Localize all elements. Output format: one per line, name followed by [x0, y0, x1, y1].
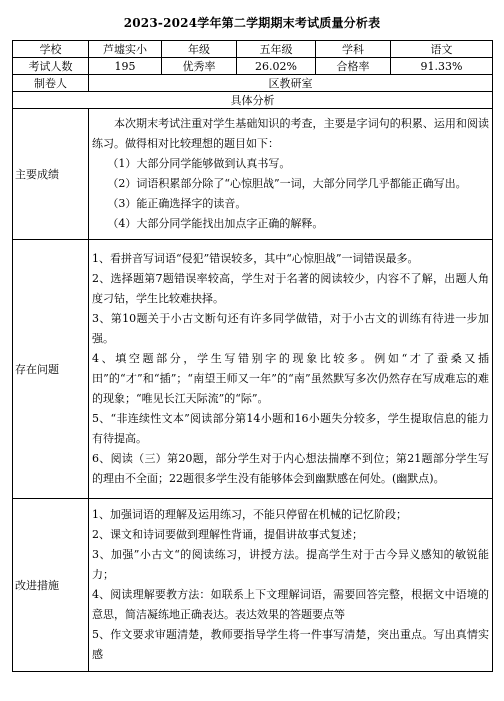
improvements-row: [13, 499, 493, 672]
subject-label: 学科: [316, 41, 391, 58]
school-value: 芦墟实小: [89, 41, 162, 58]
pass-value: 91.33%: [391, 58, 493, 75]
page-title: 2023-2024学年第二学期期末考试质量分析表: [123, 16, 381, 30]
achievements-content: [89, 109, 493, 240]
improvement-item: 4、阅读理解要教方法：如联系上下文理解词语，需要回答完整，根据文中语境的意思，简洁凝练地正确表达。表达效果的答题要点等: [92, 587, 489, 621]
improvements-label: 改进措施: [13, 499, 89, 672]
excellent-label: 优秀率: [162, 58, 237, 75]
improvement-item: 2、课文和诗词要做到理解性背诵，提倡讲故事式复述；: [92, 527, 363, 541]
grade-value: 五年级: [237, 41, 316, 58]
achievements-row: [13, 109, 493, 240]
improvement-item: 1、加强词语的理解及运用练习，不能只停留在机械的记忆阶段；: [92, 507, 407, 521]
analysis-table: [12, 40, 493, 672]
improvement-item: 3、加强”小古文“的阅读练习，讲授方法。提高学生对于古今异义感知的敏锐能力；: [92, 547, 489, 581]
author-value: 区教研室: [89, 75, 493, 92]
problem-item: 2、选择题第7题错误率较高，学生对于名著的阅读较少，内容不了解，出题人角度刁钻，学生比较难抉择。: [92, 271, 489, 305]
header-row-stats: [13, 58, 493, 75]
problem-item: 3、第10题关于小古文断句还有许多同学做错，对于小古文的训练有待进一步加强。: [92, 311, 489, 345]
count-value: 195: [89, 58, 162, 75]
analysis-heading: 具体分析: [13, 92, 493, 109]
header-row-author: [13, 75, 493, 92]
achievements-intro: 本次期末考试注重对学生基础知识的考查，主要是字词句的积累、运用和阅读练习。做得相对比较理想的题目如下：: [92, 116, 489, 150]
author-label: 制卷人: [13, 75, 89, 92]
subject-value: 语文: [391, 41, 493, 58]
problem-item: 4、填空题部分，学生写错别字的现象比较多。例如“才了蚕桑又插田”的“才”和“插”；“南望王师又一年”的“南”虽然默写多次仍然存在写成难忘的难的现象；“唯见长江天际流”的“际”。: [92, 351, 489, 405]
school-label: 学校: [13, 41, 89, 58]
improvement-item: 5、作文要求审题清楚，教师要指导学生将一件事写清楚，突出重点。写出真情实感: [92, 627, 489, 661]
achievements-label: 主要成绩: [13, 109, 89, 240]
achievement-item: （3）能正确选择字的读音。: [107, 196, 247, 210]
header-row-school: [13, 41, 493, 58]
improvements-content: [89, 499, 493, 672]
excellent-value: 26.02%: [237, 58, 316, 75]
achievement-item: （1）大部分同学能够做到认真书写。: [107, 156, 291, 170]
count-label: 考试人数: [13, 58, 89, 75]
problem-item: 5、“非连续性文本”阅读部分第14小题和16小题失分较多，学生提取信息的能力有待提高。: [92, 411, 489, 445]
problem-item: 6、阅读（三）第20题，部分学生对于内心想法揣摩不到位；第21题部分学生写的理由不全面；22题很多学生没有能够体会到幽默感在何处。(幽默点)。: [92, 451, 489, 485]
analysis-heading-row: [13, 92, 493, 109]
achievement-item: （2）词语积累部分除了“心惊胆战”一词，大部分同学几乎都能正确写出。: [107, 176, 467, 190]
grade-label: 年级: [162, 41, 237, 58]
achievement-item: （4）大部分同学能找出加点字正确的解释。: [107, 216, 324, 230]
problems-label: 存在问题: [13, 240, 89, 499]
problem-item: 1、看拼音写词语“侵犯”错误较多，其中“心惊胆战”一词错误最多。: [92, 251, 419, 265]
problems-content: [89, 240, 493, 499]
problems-row: [13, 240, 493, 499]
pass-label: 合格率: [316, 58, 391, 75]
